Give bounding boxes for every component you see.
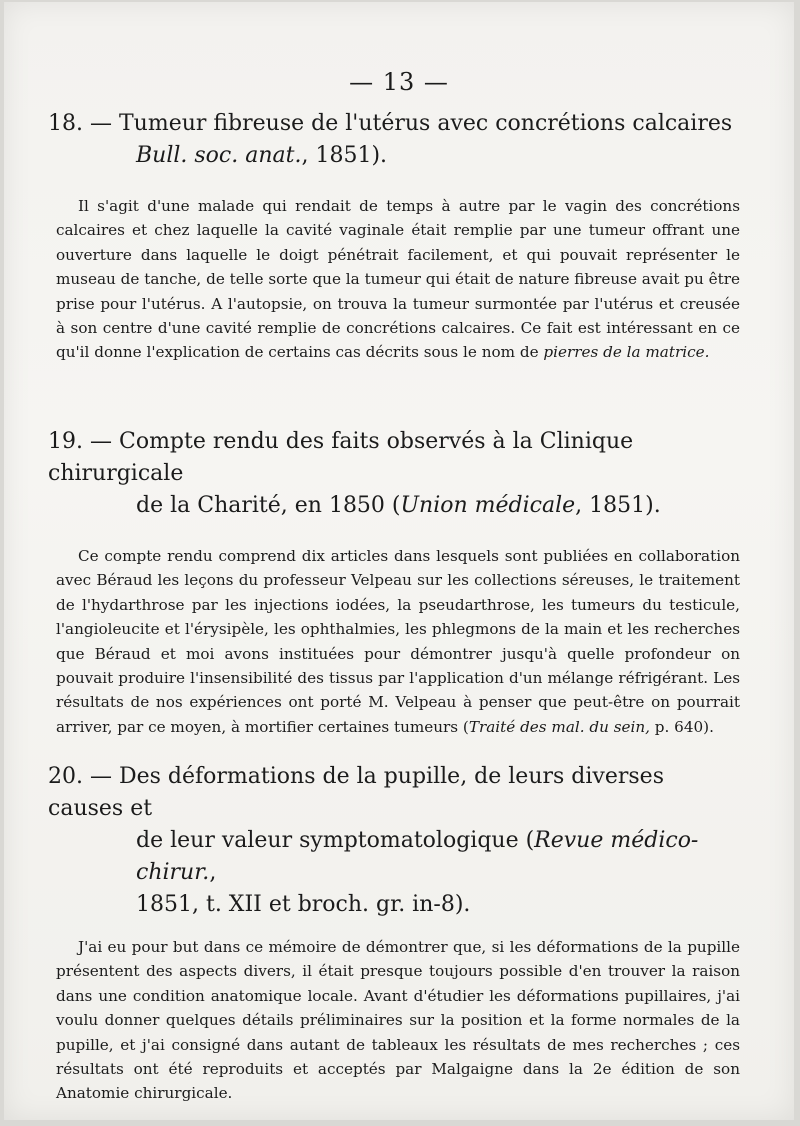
body-text-italic: pierres de la matrice. xyxy=(543,343,710,362)
page-number: — 13 — xyxy=(349,68,449,96)
title-line-1: Tumeur fibreuse de l'utérus avec concrétions calcaires xyxy=(118,111,733,136)
entry-number: 18. — xyxy=(48,111,112,136)
body-text-main: J'ai eu pour but dans ce mémoire de démontrer que, si les déformations de la pupille présentent des aspects divers, il était presque toujours possible d'en trouver la raison dans une condition anatomique locale. Avant d'étudier les déformations pupillaires, j'ai voulu donner quelques détails préliminaires sur la position et la forme normales de la pupille, et j'ai consigné dans autant de tableaux les résultats de mes recherches ; ces résultats ont été reproduits et acceptés par Malgaigne dans la 2e édition de son Anatomie chirurgicale. xyxy=(56,938,740,1103)
title-line-2-text: de leur valeur symptomatologique ( xyxy=(136,828,535,853)
title-line-1: Compte rendu des faits observés à la Clinique chirurgicale xyxy=(48,429,634,486)
body-text-end: p. 640). xyxy=(649,717,714,736)
body-text-italic: Traité des mal. du sein, xyxy=(468,717,650,736)
title-line-2 xyxy=(48,140,740,172)
title-line-2 xyxy=(48,490,740,522)
document-page xyxy=(4,2,794,1120)
body-text-main: Ce compte rendu comprend dix articles dans lesquels sont publiées en collaboration avec Béraud les leçons du professeur Velpeau sur les collections séreuses, le traitement de l'hydarthrose par les injections iodées, la pseudarthrose, les tumeurs du testicule, l'angioleucite et l'érysipèle, les ophthalmies, les phlegmons de la main et les recherches que Béraud et moi avons instituées pour démontrer jusqu'à quelle profondeur on pouvait produire l'insensibilité des tissus par l'application d'un mélange réfrigérant. Les résultats de nos expériences ont porté M. Velpeau à penser que peut-être on pourrait arriver, par ce moyen, à mortifier certaines tumeurs ( xyxy=(56,547,740,736)
entry-19 xyxy=(48,426,740,739)
entry-title xyxy=(48,426,740,522)
body-text-main: Il s'agit d'une malade qui rendait de temps à autre par le vagin des concrétions calcaires et chez laquelle la cavité vaginale était remplie par une tumeur offrant une ouverture dans laquelle le doigt pénétrait facilement, et qui pouvait représenter le museau de tanche, de telle sorte que la tumeur qui était de nature fibreuse avait pu être prise pour l'utérus. A l'autopsie, on trouva la tumeur surmontée par l'utérus et creusée à son centre d'une cavité remplie de concrétions calcaires. Ce fait est intéressant en ce qu'il donne l'explication de certains cas décrits sous le nom de xyxy=(56,197,740,362)
entry-20 xyxy=(48,761,740,1106)
entry-body xyxy=(56,194,740,365)
source-title: Bull. soc. anat. xyxy=(136,143,302,168)
title-line-2 xyxy=(48,825,740,889)
source-title: Revue médico-chirur. xyxy=(136,828,699,885)
title-line-1: Des déformations de la pupille, de leurs diverses causes et xyxy=(48,764,664,821)
entry-title xyxy=(48,108,740,172)
title-line-3: 1851, t. XII et broch. gr. in-8). xyxy=(136,892,471,917)
source-suffix: , xyxy=(209,860,217,885)
title-line-2-text: de la Charité, en 1850 ( xyxy=(136,493,401,518)
entry-body xyxy=(56,544,740,739)
source-suffix: , 1851). xyxy=(301,143,388,168)
source-suffix: , 1851). xyxy=(575,493,661,518)
entry-number: 20. — xyxy=(48,764,112,789)
entry-18 xyxy=(48,108,740,365)
entry-body xyxy=(56,935,740,1106)
source-title: Union médicale xyxy=(400,493,576,518)
entry-title xyxy=(48,761,740,921)
entry-number: 19. — xyxy=(48,429,112,454)
